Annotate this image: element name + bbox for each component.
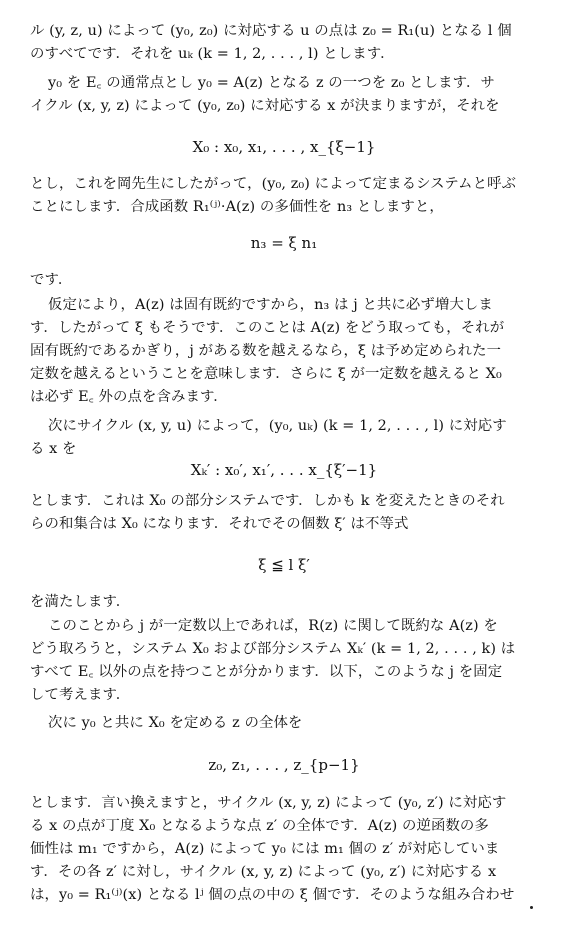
- equation-xk-subsystem: Xₖ′ : x₀′, x₁′, . . . x_{ξ′−1}: [190, 461, 378, 479]
- text-line-6: ことにします．合成函数 R₁⁽ʲ⁾·A(z) の多価性を n₃ としますと，: [30, 199, 444, 215]
- text-line-13: 次にサイクル (x, y, u) によって，(y₀, uₖ) (k = 1, 2, . . . , l) に対応す: [48, 418, 507, 434]
- text-line-23: とします．言い換えますと，サイクル (x, y, z) によって (y₀, z′) に対応す: [30, 795, 507, 811]
- text-line-18: このことから j が一定数以上であれば，R(z) に関して既約な A(z) を: [48, 618, 498, 634]
- text-line-4: イクル (x, y, z) によって (y₀, z₀) に対応する x が決まりますが，それを: [30, 98, 500, 114]
- text-line-12: は必ず E꜀ 外の点を含みます．: [30, 389, 228, 405]
- text-line-21: して考えます．: [30, 687, 131, 703]
- equation-x0-system: X₀ : x₀, x₁, . . . , x_{ξ−1}: [192, 138, 376, 156]
- text-line-7: です．: [30, 272, 73, 288]
- text-line-24: る x の点が丁度 X₀ となるような点 z′ の全体です．A(z) の逆函数の多: [30, 818, 489, 834]
- text-line-1: ル (y, z, u) によって (y₀, z₀) に対応する u の点は z₀ = R₁(u) となる l 個: [30, 23, 512, 39]
- text-line-20: すべて E꜀ 以外の点を持つことが分かります．以下，このような j を固定: [30, 664, 503, 680]
- equation-n3: n₃ = ξ n₁: [250, 234, 318, 252]
- text-line-10: 固有既約であるかぎり，j がある数を越えるなら，ξ は予め定められた一: [30, 343, 502, 359]
- text-line-3: y₀ を E꜀ の通常点とし y₀ = A(z) となる z の一つを z₀ とします．サ: [48, 75, 495, 91]
- text-line-11: 定数を越えるということを意味します．さらに ξ が一定数を越えると X₀: [30, 366, 502, 382]
- text-line-5: とし，これを岡先生にしたがって，(y₀, z₀) によって定まるシステムと呼ぶ: [30, 176, 517, 192]
- text-line-15: とします．これは X₀ の部分システムです．しかも k を変えたときのそれ: [30, 493, 505, 509]
- text-line-2: のすべてです．それを uₖ (k = 1, 2, . . . , l) とします．: [30, 46, 395, 62]
- text-line-26: す．その各 z′ に対し，サイクル (x, y, z) によって (y₀, z′) に対応する x: [30, 864, 497, 880]
- text-line-8: 仮定により，A(z) は固有既約ですから，n₃ は j と共に必ず増大しま: [48, 297, 493, 313]
- text-line-16: らの和集合は X₀ になります．それでその個数 ξ′ は不等式: [30, 516, 409, 532]
- text-line-17: を満たします．: [30, 594, 131, 610]
- text-line-27: は，y₀ = R₁⁽ʲ⁾(x) となる lʲ 個の点の中の ξ 個です．そのような組み合わせ: [30, 887, 515, 903]
- equation-z-set: z₀, z₁, . . . , z_{p−1}: [208, 756, 360, 774]
- text-line-14: る x を: [30, 441, 77, 457]
- page-dot-mark: [530, 906, 533, 909]
- equation-inequality: ξ ≦ l ξ′: [258, 556, 310, 574]
- text-line-9: す．したがって ξ もそうです．このことは A(z) をどう取っても，それが: [30, 320, 505, 336]
- text-line-25: 価性は m₁ ですから，A(z) によって y₀ には m₁ 個の z′ が対応していま: [30, 841, 500, 857]
- text-line-22: 次に y₀ と共に X₀ を定める z の全体を: [48, 715, 303, 731]
- text-line-19: どう取ろうと，システム X₀ および部分システム Xₖ′ (k = 1, 2, . . . , k) は: [30, 641, 516, 657]
